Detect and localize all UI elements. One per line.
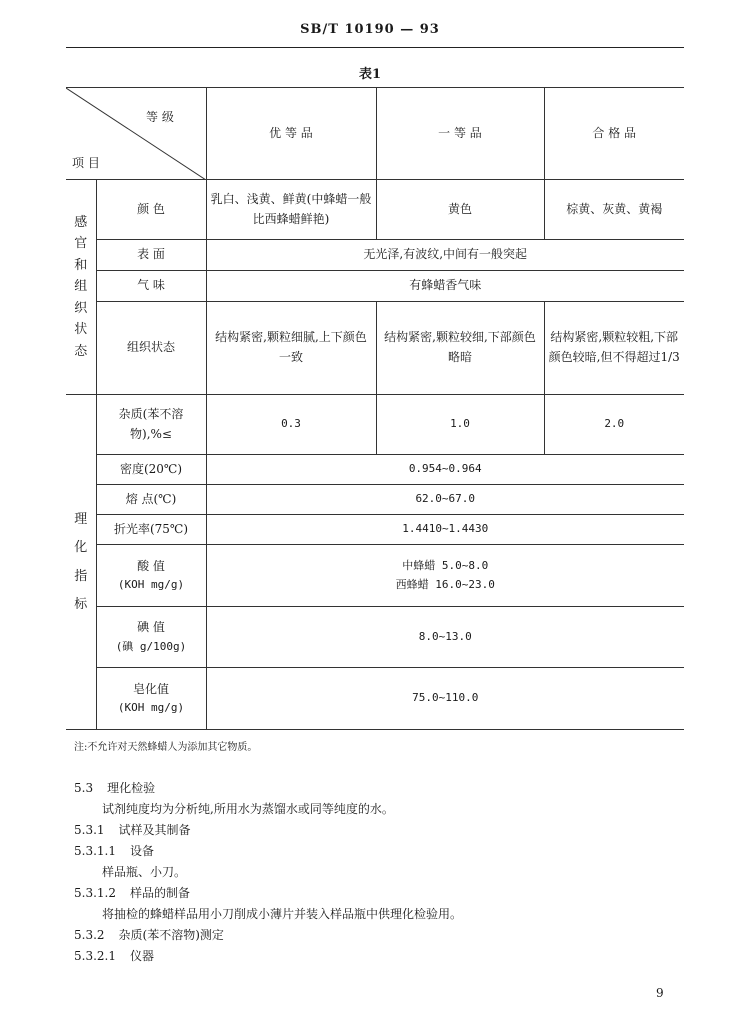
- paragraph: 样品瓶、小刀。: [102, 865, 187, 879]
- section-heading: 5.3.1 试样及其制备: [74, 823, 191, 837]
- cell-merged: 有蜂蜡香气味: [206, 271, 684, 302]
- row-label: 组织状态: [96, 302, 206, 395]
- row-odor: [66, 271, 684, 302]
- row-label: 表 面: [96, 240, 206, 271]
- row-impurity: [66, 395, 684, 455]
- header-rule: [66, 47, 684, 48]
- row-label: 皂化值 (KOH mg/g): [96, 668, 206, 730]
- table-header-row: [66, 88, 684, 180]
- spec-table: [66, 87, 684, 730]
- cell-merged: 中蜂蜡 5.0~8.0 西蜂蜡 16.0~23.0: [206, 545, 684, 607]
- standard-code: SB/T 10190 — 93: [300, 22, 440, 37]
- cell-merged: 1.4410~1.4430: [206, 515, 684, 545]
- row-label: 杂质(苯不溶物),%≤: [96, 395, 206, 455]
- cell-premium: 0.3: [206, 395, 376, 455]
- row-density: [66, 455, 684, 485]
- row-texture: [66, 302, 684, 395]
- cell-merged: 62.0~67.0: [206, 485, 684, 515]
- row-label: 酸 值 (KOH mg/g): [96, 545, 206, 607]
- section-heading: 5.3.1.2 样品的制备: [74, 886, 190, 900]
- row-label: 熔 点(℃): [96, 485, 206, 515]
- row-iodine-value: [66, 607, 684, 668]
- row-saponification: [66, 668, 684, 730]
- section-heading: 5.3 理化检验: [74, 781, 156, 795]
- diagonal-header-cell: [66, 88, 206, 180]
- table-note: 注:不允许对天然蜂蜡人为添加其它物质。: [74, 742, 258, 753]
- row-label: 颜 色: [96, 180, 206, 240]
- cell-premium: 结构紧密,颗粒细腻,上下颜色一致: [206, 302, 376, 395]
- section-heading: 5.3.1.1 设备: [74, 844, 154, 858]
- row-label: 碘 值 (碘 g/100g): [96, 607, 206, 668]
- section-heading: 5.3.2 杂质(苯不溶物)测定: [74, 928, 224, 942]
- section-heading: 5.3.2.1 仪器: [74, 949, 154, 963]
- cell-first: 结构紧密,颗粒较细,下部颜色略暗: [376, 302, 544, 395]
- diag-grade-label: 等 级: [146, 110, 174, 124]
- grade-premium-header: 优 等 品: [206, 88, 376, 180]
- row-color: [66, 180, 684, 240]
- row-melting-point: [66, 485, 684, 515]
- page-number: 9: [656, 986, 664, 1000]
- cell-merged: 75.0~110.0: [206, 668, 684, 730]
- cell-first: 黄色: [376, 180, 544, 240]
- diag-item-label: 项 目: [72, 156, 100, 170]
- cell-qualified: 2.0: [544, 395, 684, 455]
- row-label: 折光率(75℃): [96, 515, 206, 545]
- cell-qualified: 结构紧密,颗粒较粗,下部颜色较暗,但不得超过1/3: [544, 302, 684, 395]
- paragraph: 试剂纯度均为分析纯,所用水为蒸馏水或同等纯度的水。: [102, 802, 394, 816]
- grade-qualified-header: 合 格 品: [544, 88, 684, 180]
- cell-merged: 0.954~0.964: [206, 455, 684, 485]
- cell-premium: 乳白、浅黄、鲜黄(中蜂蜡一般比西蜂蜡鲜艳): [206, 180, 376, 240]
- row-surface: [66, 240, 684, 271]
- category-physchem: 理 化 指 标: [66, 395, 96, 730]
- body-text: [74, 778, 462, 967]
- cell-merged: 8.0~13.0: [206, 607, 684, 668]
- paragraph: 将抽检的蜂蜡样品用小刀削成小薄片并装入样品瓶中供理化检验用。: [102, 907, 463, 921]
- table-title: 表1: [358, 67, 382, 82]
- row-label: 气 味: [96, 271, 206, 302]
- cell-first: 1.0: [376, 395, 544, 455]
- row-acid-value: [66, 545, 684, 607]
- grade-first-header: 一 等 品: [376, 88, 544, 180]
- cell-merged: 无光泽,有波纹,中间有一般突起: [206, 240, 684, 271]
- row-refraction: [66, 515, 684, 545]
- category-sensory: 感 官 和 组 织 状 态: [66, 180, 96, 395]
- cell-qualified: 棕黄、灰黄、黄褐: [544, 180, 684, 240]
- row-label: 密度(20℃): [96, 455, 206, 485]
